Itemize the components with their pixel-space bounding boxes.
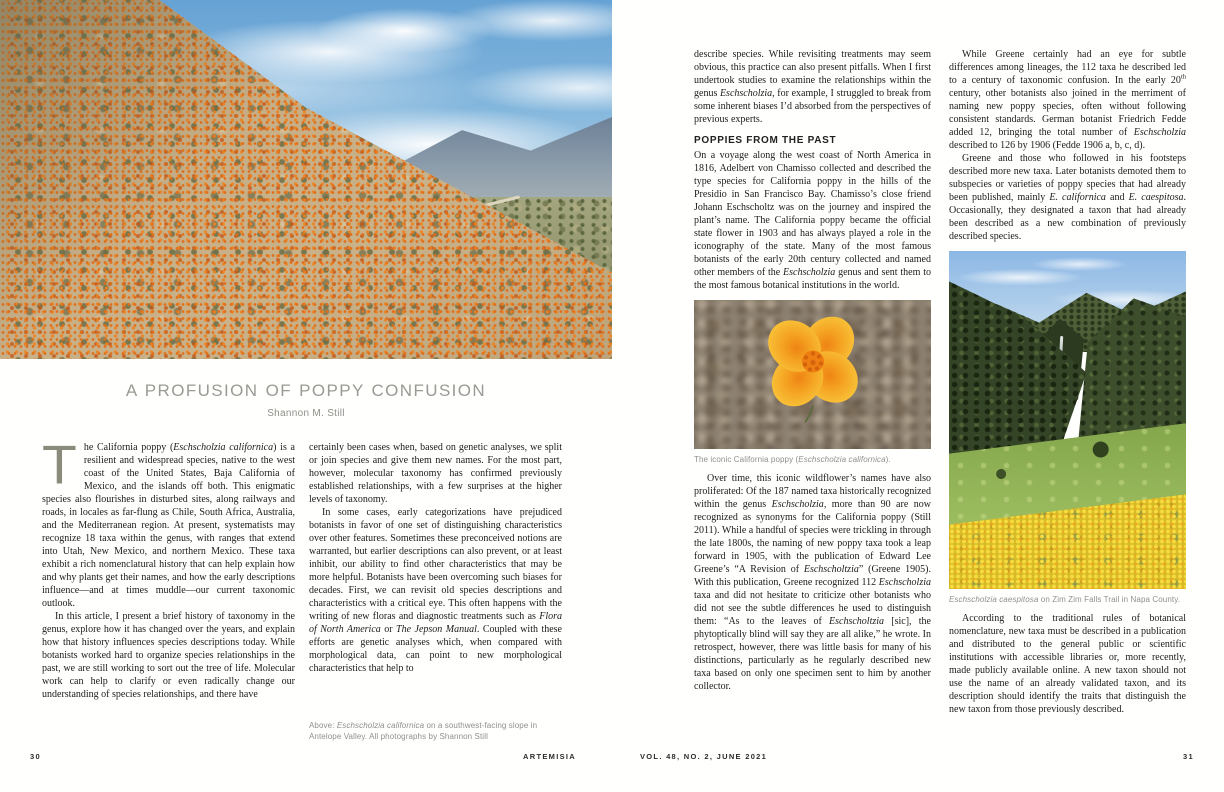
journal-name: ARTEMISIA <box>523 752 576 761</box>
column-paragraphs <box>309 441 562 675</box>
page-number: 30 <box>30 752 41 761</box>
article-byline: Shannon M. Still <box>267 408 345 419</box>
right-page-footer <box>612 752 1224 766</box>
issue-line: VOL. 48, NO. 2, JUNE 2021 <box>640 752 768 761</box>
body-paragraph: Over time, this iconic wildflower’s names have also proliferated: Of the 187 named taxa historically recognized within the genus Eschscholzia, more than 90 are now recognized as synonyms for the California poppy (Still 2011). While a handful of species were trickling in through the late 1800s, the naming of new poppy taxa took a leap forward in 1905, with the publication of Edward Lee Greene’s “A Revision of Eschscholtzia” (Greene 1905). With this publication, Greene recognized 112 Eschscholzia taxa and did not hesitate to criticize other botanists who did not see the subtle differences he used to distinguish them: “As to the leaves of Eschscholtzia [sic], the phytoptically blind will say they are all alike,” he wrote. In retrospect, however, there was little basis for many of his distinctions, particularly as he regularly described new taxa based on only one specimen sent to him by another collector. <box>694 473 931 692</box>
right-page-column-2 <box>949 48 1186 754</box>
hero-photo <box>0 0 612 359</box>
drop-cap: T <box>42 441 77 496</box>
column-paragraphs <box>949 612 1186 716</box>
body-paragraph: While Greene certainly had an eye for subtle differences among lineages, the 112 taxa he described led to a century of taxonomic confusion. In the early 20th century, other botanists also joined in the merriment of naming new poppy species, often without following consistent standards. German botanist Friedrich Fedde added 12, bringing the total number of Eschscholzia described to 126 by 1906 (Fedde 1906 a, b, c, d). <box>949 49 1186 151</box>
left-page-column-1 <box>42 441 295 744</box>
body-paragraph: On a voyage along the west coast of North America in 1816, Adelbert von Chamisso collected and described the type species for California poppy in the hills of the Presidio in San Francisco Bay. Chamisso’s close friend Johann Eschscholtz was on the journey and inspired the plant’s name. The California poppy became the official state flower in 1903 and has always played a role in the iconography of the state. Many of the most famous botanists of the early 20th century collected and named other members of the Eschscholzia genus and sent them to the most famous botanical institutions in the world. <box>694 150 931 291</box>
section-heading: POPPIES FROM THE PAST <box>694 135 837 146</box>
zim-zim-falls-photo <box>949 251 1186 589</box>
page-number: 31 <box>1183 752 1194 761</box>
right-page-column-1 <box>694 48 931 754</box>
left-page-footer <box>0 752 612 766</box>
left-page-column-2 <box>309 441 562 744</box>
left-page-columns <box>42 441 562 744</box>
falls-photo-caption: Eschscholzia caespitosa on Zim Zim Falls Trail in Napa County. <box>949 595 1181 604</box>
article-title: A PROFUSION OF POPPY CONFUSION <box>125 381 487 400</box>
poppy-flower <box>757 310 869 431</box>
article-header <box>0 381 612 419</box>
column-paragraphs <box>694 48 931 126</box>
poppy-photo-caption: The iconic California poppy (Eschscholzia californica). <box>694 455 891 464</box>
body-paragraph: The California poppy (Eschscholzia californica) is a resilient and widespread species, native to the west coast of the United States, Baja California of Mexico, and the islands off both. This enigmatic species also flourishes in disturbed sites, along railways and roads, in locales as far-flung as Chile, South Africa, Australia, and the Mediterranean region. At present, systematists may recognize 18 taxa within the genus, with ranges that extend into Utah, New Mexico, and northern Mexico. These taxa exhibit a rich nomenclatural history that can help explain how and why plants get their names, and how the early descriptions influence—and at times muddle—our current taxonomic outlook. <box>42 441 295 609</box>
body-paragraph: In some cases, early categorizations have prejudiced botanists in favor of one set of distinguishing characteristics over other features. Sometimes these preconceived notions are warranted, but earlier descriptions can also prevent, or at least inhibit, our ability to find other characteristics that may be more helpful. Botanists have been overcoming such biases for decades. First, we can revisit old species descriptions and characteristics with a critical eye. This often happens with the writing of new floras and diagnostic treatments such as Flora of North America or The Jepson Manual. Coupled with these efforts are genetic analyses which, when compared with morphological data, can point to new morphological characteristics that help to <box>309 507 562 674</box>
body-paragraph: According to the traditional rules of botanical nomenclature, new taxa must be described in a publication and distributed to the general public or scientific institutions with accessible libraries or, more recently, made publicly available online. A new taxon should not use the name of an already validated taxon, and its description should identify the traits that distinguish the new taxon from those previously described. <box>949 613 1186 715</box>
hero-photo-caption: Above: Eschscholzia californica on a southwest-facing slope in Antelope Valley. All photographs by Shannon Still <box>309 721 538 741</box>
column-paragraphs <box>694 149 931 292</box>
right-page-columns <box>694 48 1186 754</box>
body-paragraph: In this article, I present a brief history of taxonomy in the genus, explore how it has changed over the years, and explain how that history influences species descriptions today. While botanists worked hard to organize species relationships in the past, we are still working to sort out the tree of life. Molecular work can help to clarify or even radically change our understanding of species relationships, and there have <box>42 611 295 700</box>
body-paragraph: certainly been cases when, based on genetic analyses, we split or join species and give them new names. For the most part, however, molecular taxonomy has confirmed previously established relationships, with a few surprises at the higher levels of taxonomy. <box>309 442 562 505</box>
column-paragraphs <box>694 472 931 693</box>
body-paragraph: Greene and those who followed in his footsteps described more new taxa. Later botanists demoted them to subspecies or varieties of poppy species that had already been published, mainly E. californica and E. caespitosa. Occasionally, they designated a taxon that had already been described as a new combination of previously described species. <box>949 153 1186 242</box>
poppy-closeup-photo <box>694 300 931 449</box>
page-right <box>612 0 1224 792</box>
body-paragraph: describe species. While revisiting treatments may seem obvious, this practice can also present pitfalls. When I first undertook studies to examine the relationships within the genus Eschscholzia, for example, I struggled to break from some inherent biases I’d absorbed from the perspectives of previous experts. <box>694 49 931 125</box>
column-paragraphs <box>949 48 1186 243</box>
